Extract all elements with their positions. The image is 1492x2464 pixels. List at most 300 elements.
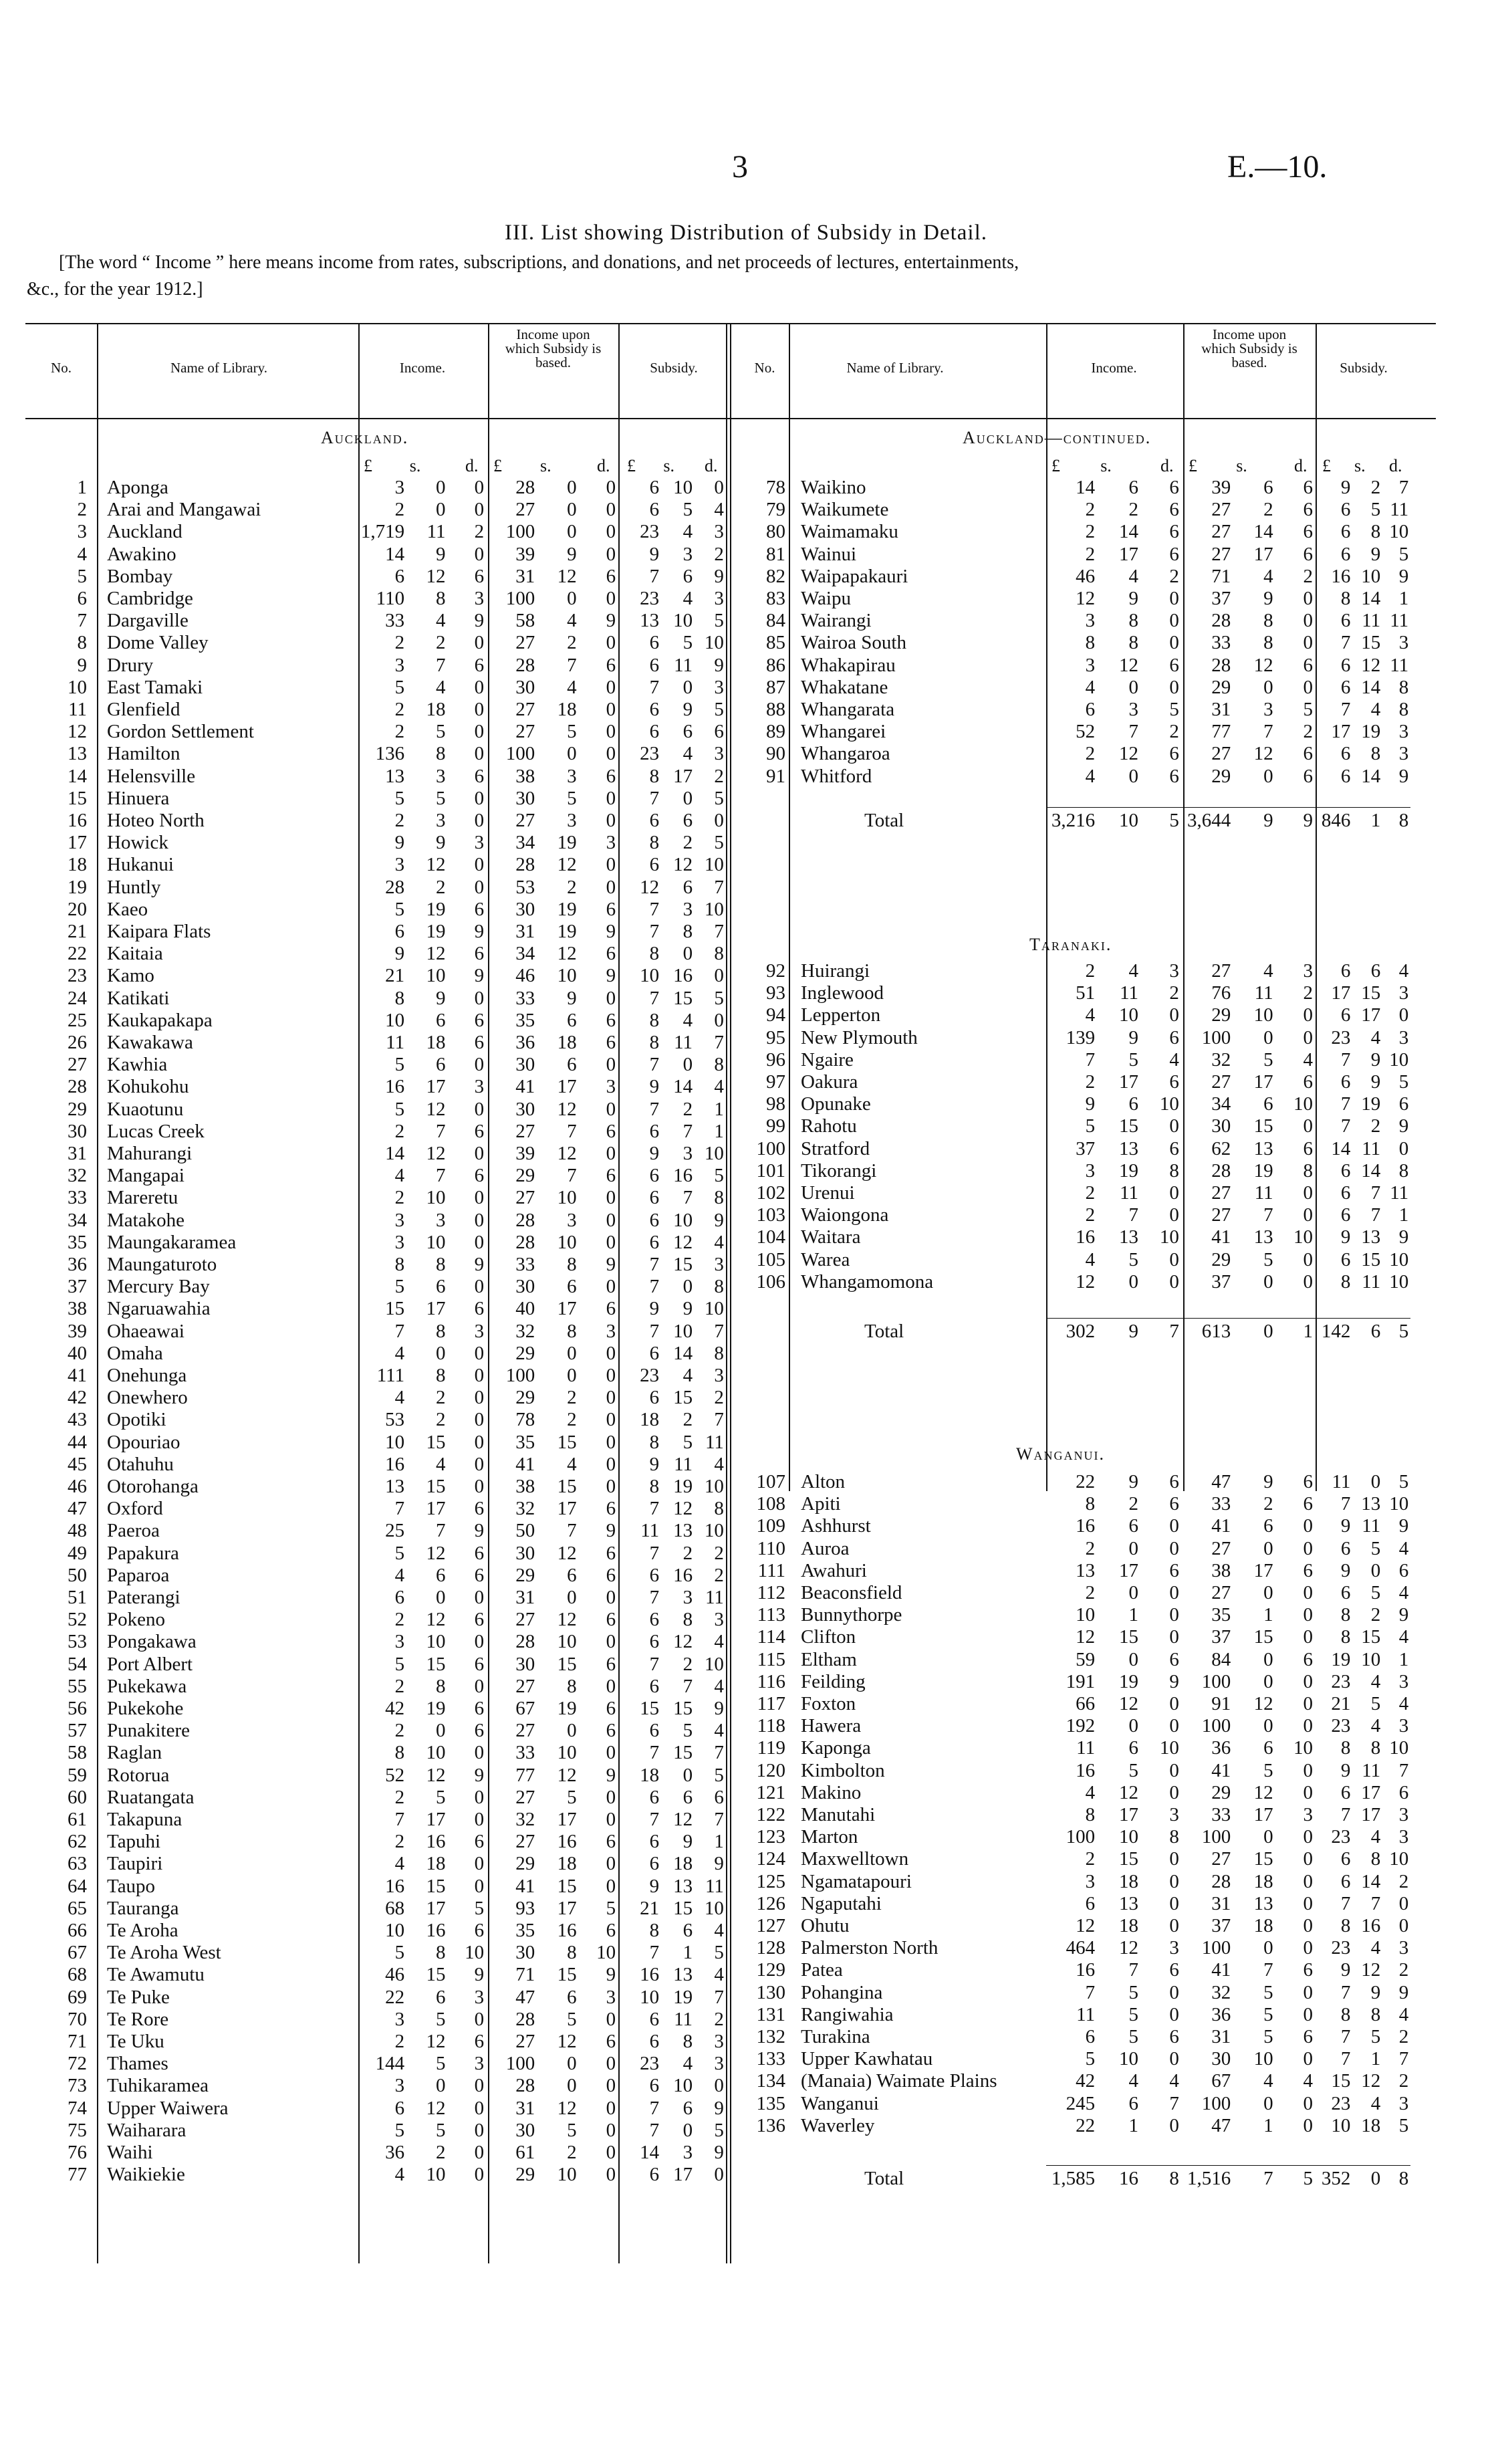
subsidy-pounds: 6 xyxy=(1340,1004,1351,1026)
subsidy-pounds: 6 xyxy=(1340,676,1351,698)
subsidy-pence: 9 xyxy=(714,2142,724,2163)
subsidy-pounds: 6 xyxy=(1340,743,1351,765)
library-name: Oakura xyxy=(801,1071,858,1093)
subsidy-shillings: 2 xyxy=(1370,1604,1381,1626)
subsidy-shillings: 3 xyxy=(682,898,693,920)
unit-pounds: £ xyxy=(1051,456,1060,475)
subsidy-shillings: 15 xyxy=(673,1897,693,1919)
income-pence: 0 xyxy=(1169,1004,1179,1026)
basis-shillings: 7 xyxy=(1263,1959,1273,1981)
subsidy-pounds: 6 xyxy=(1340,1870,1351,1892)
income-pounds: 25 xyxy=(385,1520,405,1542)
subsidy-pence: 5 xyxy=(714,699,724,720)
row-number: 31 xyxy=(68,1143,87,1164)
basis-pence: 0 xyxy=(606,987,616,1009)
basis-pounds: 27 xyxy=(1211,1582,1231,1603)
basis-shillings: 15 xyxy=(557,1476,577,1497)
subsidy-pence: 3 xyxy=(714,1254,724,1275)
subsidy-pence: 5 xyxy=(1398,2114,1409,2136)
income-pounds: 8 xyxy=(394,1742,405,1764)
subsidy-shillings: 4 xyxy=(682,2053,693,2075)
row-number: 36 xyxy=(68,1254,87,1275)
basis-pence: 0 xyxy=(606,876,616,898)
subsidy-pence: 3 xyxy=(714,1609,724,1631)
income-shillings: 4 xyxy=(436,610,446,632)
income-pence: 0 xyxy=(474,1742,485,1764)
income-pounds: 10 xyxy=(1076,1604,1096,1626)
basis-shillings: 5 xyxy=(1263,1248,1273,1270)
subsidy-pence: 9 xyxy=(714,1209,724,1231)
basis-shillings: 11 xyxy=(1254,1182,1273,1204)
income-shillings: 17 xyxy=(426,1298,446,1320)
basis-pence: 0 xyxy=(1303,1937,1314,1959)
income-pence: 3 xyxy=(1169,1804,1179,1825)
income-pounds: 3 xyxy=(1085,654,1096,676)
row-number: 6 xyxy=(77,588,87,609)
basis-pence: 0 xyxy=(606,1786,616,1808)
income-pence: 0 xyxy=(474,1875,485,1897)
income-pence: 0 xyxy=(1169,632,1179,654)
subsidy-pence: 7 xyxy=(714,1032,724,1053)
subsidy-pence: 2 xyxy=(1398,2070,1409,2092)
basis-pence: 0 xyxy=(1303,1604,1314,1626)
income-shillings: 11 xyxy=(1120,982,1139,1004)
basis-pence: 0 xyxy=(1303,1870,1314,1892)
library-name: Tauranga xyxy=(107,1897,179,1919)
row-number: 26 xyxy=(68,1032,87,1053)
income-shillings: 8 xyxy=(436,1365,446,1386)
row-number: 95 xyxy=(766,1026,785,1048)
income-shillings: 7 xyxy=(1128,721,1139,743)
basis-shillings: 0 xyxy=(1263,1582,1273,1603)
income-pounds: 111 xyxy=(376,1365,405,1386)
basis-pence: 0 xyxy=(606,2164,616,2186)
subsidy-shillings: 0 xyxy=(682,676,693,698)
row-number: 27 xyxy=(68,1054,87,1076)
row-number: 96 xyxy=(766,1048,785,1071)
basis-pence: 0 xyxy=(1303,1004,1314,1026)
basis-shillings: 17 xyxy=(557,1897,577,1919)
subsidy-pounds: 6 xyxy=(649,1387,660,1409)
income-pence: 0 xyxy=(1169,1715,1179,1737)
basis-pounds: 100 xyxy=(1201,1937,1231,1959)
library-name: Rotorua xyxy=(107,1764,170,1786)
row-number: 120 xyxy=(756,1759,785,1781)
library-name: Paterangi xyxy=(107,1587,180,1608)
income-pence: 6 xyxy=(474,1920,485,1941)
income-pounds: 2 xyxy=(394,632,405,654)
basis-pounds: 31 xyxy=(515,2097,535,2119)
income-shillings: 5 xyxy=(1128,1981,1139,2003)
income-pounds: 7 xyxy=(1085,1981,1096,2003)
library-name: Ohutu xyxy=(801,1915,850,1936)
income-pence: 6 xyxy=(474,1032,485,1053)
income-shillings: 15 xyxy=(426,1964,446,1986)
basis-pounds: 93 xyxy=(515,1897,535,1919)
library-name: Opunake xyxy=(801,1093,871,1115)
basis-shillings: 16 xyxy=(557,1831,577,1853)
subsidy-pence: 6 xyxy=(1398,1559,1409,1581)
library-name: Katikati xyxy=(107,987,170,1009)
basis-pounds: 84 xyxy=(1211,1648,1231,1670)
subsidy-shillings: 5 xyxy=(682,499,693,521)
subsidy-shillings: 4 xyxy=(1370,1715,1381,1737)
subsidy-pounds: 7 xyxy=(649,565,660,587)
library-name: Aponga xyxy=(107,477,168,498)
basis-shillings: 7 xyxy=(1263,1204,1273,1226)
basis-shillings: 0 xyxy=(567,743,577,765)
row-number: 38 xyxy=(68,1298,87,1320)
library-name: Turakina xyxy=(801,2026,870,2047)
row-number: 80 xyxy=(766,521,785,543)
basis-shillings: 6 xyxy=(567,1276,577,1298)
row-number: 125 xyxy=(756,1870,785,1892)
income-pence: 0 xyxy=(474,2008,485,2030)
subsidy-pounds: 7 xyxy=(1340,632,1351,654)
income-pounds: 5 xyxy=(394,1054,405,1076)
subsidy-pounds: 23 xyxy=(640,743,660,765)
basis-pence: 0 xyxy=(1303,2003,1314,2025)
basis-pence: 6 xyxy=(606,1609,616,1631)
subsidy-pence: 4 xyxy=(1398,2003,1409,2025)
library-name: Palmerston North xyxy=(801,1937,939,1959)
income-pounds: 139 xyxy=(1066,1026,1096,1048)
total-label: Total xyxy=(864,2168,904,2189)
row-number: 73 xyxy=(68,2075,87,2097)
income-pounds: 2 xyxy=(394,1187,405,1209)
basis-shillings: 19 xyxy=(1253,1159,1273,1182)
subsidy-pence: 3 xyxy=(1398,1826,1409,1848)
basis-pence: 0 xyxy=(606,2053,616,2075)
row-number: 104 xyxy=(756,1226,785,1248)
basis-pence: 9 xyxy=(606,1964,616,1986)
income-shillings: 12 xyxy=(1119,1937,1139,1959)
library-name: Kamo xyxy=(107,965,154,987)
subsidy-shillings: 5 xyxy=(1370,1582,1381,1603)
subsidy-shillings: 2 xyxy=(1370,1115,1381,1137)
income-pounds: 192 xyxy=(1066,1715,1096,1737)
unit-pence: d. xyxy=(465,456,479,475)
subsidy-shillings: 8 xyxy=(1370,1737,1381,1759)
basis-pounds: 29 xyxy=(1211,1781,1231,1803)
basis-shillings: 0 xyxy=(1263,765,1273,787)
basis-pounds: 100 xyxy=(1201,1026,1231,1048)
library-name: Otorohanga xyxy=(107,1476,199,1497)
income-pence: 0 xyxy=(474,1675,485,1697)
income-pence: 6 xyxy=(1169,1959,1179,1981)
income-pence: 0 xyxy=(474,1786,485,1808)
basis-shillings: 18 xyxy=(1253,1915,1273,1936)
subsidy-pounds: 6 xyxy=(649,654,660,676)
income-pounds: 11 xyxy=(1076,1737,1096,1759)
income-pence: 6 xyxy=(474,1720,485,1742)
row-number: 64 xyxy=(68,1875,87,1897)
row-number: 116 xyxy=(757,1670,785,1692)
library-name: Maungaturoto xyxy=(107,1254,217,1275)
basis-pence: 0 xyxy=(1303,2048,1314,2070)
income-pence: 0 xyxy=(1169,1781,1179,1803)
basis-shillings: 5 xyxy=(1263,1759,1273,1781)
subsidy-shillings: 5 xyxy=(1370,1537,1381,1559)
subsidy-shillings: 11 xyxy=(1362,610,1381,632)
income-shillings: 0 xyxy=(436,1720,446,1742)
subsidy-pounds: 7 xyxy=(1340,1493,1351,1515)
basis-pence: 0 xyxy=(606,1209,616,1231)
row-number: 85 xyxy=(766,632,785,654)
income-pounds: 16 xyxy=(1076,1959,1096,1981)
basis-pounds: 30 xyxy=(515,1653,535,1675)
library-name: Feilding xyxy=(801,1670,866,1692)
income-pounds: 2 xyxy=(1085,1182,1096,1204)
basis-pence: 10 xyxy=(1293,1737,1314,1759)
subsidy-shillings: 11 xyxy=(1362,1270,1381,1293)
income-pounds: 51 xyxy=(1076,982,1096,1004)
library-name: Wairoa South xyxy=(801,632,906,654)
basis-shillings: 10 xyxy=(557,1742,577,1764)
income-pence: 9 xyxy=(474,1764,485,1786)
income-pounds: 9 xyxy=(394,943,405,965)
subsidy-shillings: 17 xyxy=(1361,1004,1381,1026)
basis-pounds: 27 xyxy=(515,2031,535,2052)
row-number: 127 xyxy=(756,1915,785,1936)
subsidy-shillings: 13 xyxy=(1361,1493,1381,1515)
basis-shillings: 4 xyxy=(1263,2070,1273,2092)
income-pounds: 191 xyxy=(1066,1670,1096,1692)
total-income-pounds: 302 xyxy=(1066,1321,1096,1342)
subsidy-pounds: 6 xyxy=(1340,654,1351,676)
basis-pence: 6 xyxy=(1303,765,1314,787)
subsidy-shillings: 19 xyxy=(673,1476,693,1497)
subsidy-shillings: 3 xyxy=(682,2142,693,2163)
total-basis-shillings: 9 xyxy=(1263,810,1273,831)
income-shillings: 18 xyxy=(426,1032,446,1053)
row-number: 102 xyxy=(756,1182,785,1204)
subsidy-pence: 2 xyxy=(714,543,724,565)
library-name: Tapuhi xyxy=(107,1831,161,1853)
unit-shillings: s. xyxy=(409,456,421,475)
income-pounds: 12 xyxy=(1076,1270,1096,1293)
subsidy-pence: 10 xyxy=(1389,1737,1409,1759)
unit-shillings: s. xyxy=(540,456,551,475)
basis-pounds: 28 xyxy=(515,2008,535,2030)
basis-shillings: 10 xyxy=(557,2164,577,2186)
income-pence: 6 xyxy=(1169,1471,1179,1492)
row-number: 77 xyxy=(68,2164,87,2186)
income-shillings: 18 xyxy=(1119,1870,1139,1892)
income-pounds: 3 xyxy=(1085,1870,1096,1892)
row-number: 45 xyxy=(68,1453,87,1475)
income-pounds: 6 xyxy=(394,1587,405,1608)
subsidy-pounds: 6 xyxy=(1340,610,1351,632)
income-pence: 0 xyxy=(474,2075,485,2097)
basis-shillings: 19 xyxy=(557,832,577,854)
subsidy-pence: 3 xyxy=(714,521,724,543)
subsidy-pence: 2 xyxy=(714,1564,724,1586)
section-auckland: Auckland. xyxy=(321,428,409,447)
total-income-shillings: 9 xyxy=(1128,1321,1139,1342)
basis-pence: 0 xyxy=(1303,610,1314,632)
basis-shillings: 15 xyxy=(1253,1626,1273,1648)
library-name: Eltham xyxy=(801,1648,857,1670)
library-name: Opouriao xyxy=(107,1431,180,1453)
income-shillings: 9 xyxy=(1128,1471,1139,1492)
basis-shillings: 0 xyxy=(567,588,577,609)
basis-pence: 0 xyxy=(1303,1715,1314,1737)
basis-pence: 0 xyxy=(606,1631,616,1653)
library-name: Foxton xyxy=(801,1693,856,1714)
basis-shillings: 6 xyxy=(567,1009,577,1031)
basis-pounds: 100 xyxy=(505,521,535,543)
basis-pence: 0 xyxy=(606,1453,616,1475)
library-name: Stratford xyxy=(801,1137,870,1159)
subsidy-pounds: 7 xyxy=(1340,2048,1351,2070)
row-number: 97 xyxy=(766,1071,785,1093)
income-shillings: 2 xyxy=(436,1409,446,1431)
income-shillings: 15 xyxy=(426,1476,446,1497)
basis-pounds: 41 xyxy=(515,1453,535,1475)
subsidy-pounds: 13 xyxy=(640,610,660,632)
basis-shillings: 6 xyxy=(1263,1515,1273,1537)
total-income-pence: 8 xyxy=(1169,2168,1179,2189)
library-name: Drury xyxy=(107,654,154,676)
income-pounds: 10 xyxy=(385,1431,405,1453)
subsidy-pence: 8 xyxy=(1398,699,1409,720)
income-pence: 9 xyxy=(474,610,485,632)
subsidy-shillings: 11 xyxy=(674,2008,693,2030)
subsidy-pounds: 8 xyxy=(1340,1270,1351,1293)
row-number: 24 xyxy=(68,987,87,1009)
basis-pounds: 33 xyxy=(515,987,535,1009)
basis-pence: 8 xyxy=(1303,1159,1314,1182)
subsidy-shillings: 7 xyxy=(1370,1182,1381,1204)
subsidy-pence: 11 xyxy=(1390,1182,1409,1204)
subsidy-pounds: 6 xyxy=(1340,1248,1351,1270)
income-pounds: 3 xyxy=(394,2008,405,2030)
subsidy-pence: 10 xyxy=(1389,1270,1409,1293)
basis-pounds: 30 xyxy=(515,787,535,809)
total-income-pence: 5 xyxy=(1169,810,1179,831)
total-subsidy-shillings: 6 xyxy=(1370,1321,1381,1342)
subsidy-pounds: 7 xyxy=(649,1054,660,1076)
library-name: Mareretu xyxy=(107,1187,178,1209)
basis-pounds: 27 xyxy=(515,1720,535,1742)
basis-shillings: 6 xyxy=(567,1986,577,2008)
income-shillings: 2 xyxy=(1128,499,1139,521)
row-number: 29 xyxy=(68,1098,87,1120)
basis-shillings: 5 xyxy=(1263,1048,1273,1071)
library-name: Kohukohu xyxy=(107,1076,189,1098)
income-pounds: 4 xyxy=(394,1564,405,1586)
row-number: 47 xyxy=(68,1498,87,1520)
income-pence: 6 xyxy=(1169,765,1179,787)
library-name: Waipu xyxy=(801,588,851,609)
basis-pounds: 40 xyxy=(515,1298,535,1320)
subsidy-pounds: 6 xyxy=(649,2075,660,2097)
total-subsidy-pounds: 352 xyxy=(1321,2168,1351,2189)
income-shillings: 7 xyxy=(436,1120,446,1142)
subsidy-pounds: 7 xyxy=(649,1276,660,1298)
basis-pounds: 27 xyxy=(1211,1071,1231,1093)
income-shillings: 19 xyxy=(1119,1670,1139,1692)
income-pence: 6 xyxy=(474,943,485,965)
basis-shillings: 14 xyxy=(1253,521,1273,543)
subsidy-pence: 8 xyxy=(714,943,724,965)
income-pounds: 2 xyxy=(394,1720,405,1742)
basis-pence: 0 xyxy=(1303,1981,1314,2003)
income-pence: 0 xyxy=(474,1342,485,1364)
basis-pence: 3 xyxy=(606,832,616,854)
subsidy-pounds: 7 xyxy=(649,676,660,698)
subsidy-pence: 4 xyxy=(714,1076,724,1098)
total-subsidy-pence: 8 xyxy=(1398,2168,1409,2189)
section-wanganui: Wanganui. xyxy=(1016,1444,1106,1464)
row-number: 86 xyxy=(766,654,785,676)
row-number: 56 xyxy=(68,1698,87,1719)
subsidy-shillings: 0 xyxy=(682,1764,693,1786)
income-shillings: 6 xyxy=(436,1986,446,2008)
income-pence: 0 xyxy=(474,632,485,654)
subsidy-shillings: 17 xyxy=(673,2164,693,2186)
basis-pounds: 76 xyxy=(1211,982,1231,1004)
subsidy-pence: 1 xyxy=(714,1098,724,1120)
basis-shillings: 5 xyxy=(567,1786,577,1808)
income-pounds: 4 xyxy=(394,2164,405,2186)
basis-pounds: 33 xyxy=(515,1742,535,1764)
basis-pounds: 29 xyxy=(515,2164,535,2186)
basis-shillings: 12 xyxy=(557,1609,577,1631)
basis-pence: 10 xyxy=(596,1942,616,1964)
subsidy-pence: 5 xyxy=(714,1764,724,1786)
basis-pounds: 71 xyxy=(515,1964,535,1986)
basis-shillings: 5 xyxy=(1263,2026,1273,2047)
row-number: 44 xyxy=(68,1431,87,1453)
library-name: Papakura xyxy=(107,1542,179,1564)
subsidy-shillings: 0 xyxy=(682,787,693,809)
basis-pence: 0 xyxy=(606,543,616,565)
subsidy-pounds: 8 xyxy=(649,832,660,854)
income-pounds: 5 xyxy=(394,1542,405,1564)
income-pence: 0 xyxy=(1169,1626,1179,1648)
income-shillings: 19 xyxy=(426,921,446,942)
subsidy-pence: 11 xyxy=(705,1431,724,1453)
library-name: Tuhikaramea xyxy=(107,2075,209,2097)
library-name: Te Puke xyxy=(107,1986,170,2008)
subsidy-pounds: 7 xyxy=(649,1098,660,1120)
subsidy-pounds: 7 xyxy=(649,1587,660,1608)
row-number: 42 xyxy=(68,1387,87,1409)
basis-pence: 0 xyxy=(1303,1515,1314,1537)
subsidy-shillings: 4 xyxy=(1370,1826,1381,1848)
basis-pence: 3 xyxy=(1303,960,1314,982)
basis-shillings: 19 xyxy=(557,898,577,920)
income-pounds: 12 xyxy=(1076,1626,1096,1648)
basis-pounds: 27 xyxy=(1211,960,1231,982)
income-pence: 10 xyxy=(465,1942,485,1964)
subsidy-pounds: 10 xyxy=(640,1986,660,2008)
library-name: Bombay xyxy=(107,565,173,587)
basis-shillings: 13 xyxy=(1253,1226,1273,1248)
library-name: Clifton xyxy=(801,1626,856,1648)
library-name: Hamilton xyxy=(107,743,180,765)
basis-pounds: 100 xyxy=(1201,1715,1231,1737)
subsidy-pence: 3 xyxy=(1398,1670,1409,1692)
row-number: 4 xyxy=(77,543,87,565)
subsidy-pounds: 18 xyxy=(640,1764,660,1786)
income-pounds: 3 xyxy=(394,477,405,498)
subsidy-shillings: 4 xyxy=(1370,2092,1381,2114)
subsidy-pounds: 6 xyxy=(649,2031,660,2052)
row-number: 72 xyxy=(68,2053,87,2075)
